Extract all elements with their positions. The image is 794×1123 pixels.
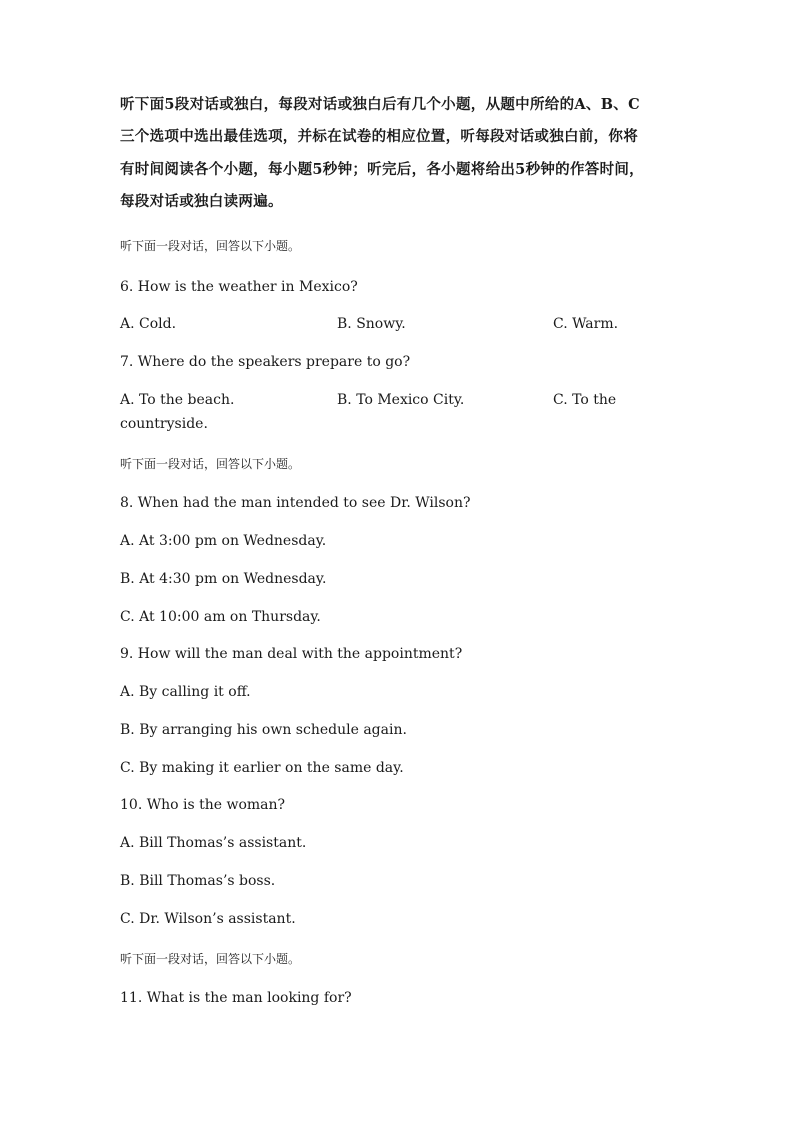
option-7a: A. To the beach. [120,392,235,408]
option-7c-continuation: countryside. [120,416,208,432]
section-heading: 听下面一段对话，回答以下小题。 [120,239,301,253]
option-8b: B. At 4:30 pm on Wednesday. [120,571,327,587]
question-9: 9. How will the man deal with the appointment? [120,646,463,662]
option-10b: B. Bill Thomas’s boss. [120,873,276,889]
question-10: 10. Who is the woman? [120,797,286,813]
option-6a: A. Cold. [120,316,177,332]
section-heading: 听下面一段对话，回答以下小题。 [120,457,301,471]
instruction-line: 三个选项中选出最佳选项，并标在试卷的相应位置，听每段对话或独白前，你将 [120,128,638,145]
question-7: 7. Where do the speakers prepare to go? [120,354,411,370]
instruction-line: 每段对话或独白读两遍。 [120,193,283,210]
question-11: 11. What is the man looking for? [120,990,352,1006]
option-8a: A. At 3:00 pm on Wednesday. [120,533,327,549]
section-heading: 听下面一段对话，回答以下小题。 [120,952,301,966]
option-10a: A. Bill Thomas’s assistant. [120,835,307,851]
option-9a: A. By calling it off. [120,684,251,700]
option-6c: C. Warm. [553,316,619,332]
instruction-line: 听下面5段对话或独白，每段对话或独白后有几个小题，从题中所给的A、B、C [120,96,640,113]
option-10c: C. Dr. Wilson’s assistant. [120,911,296,927]
option-6b: B. Snowy. [337,316,406,332]
option-8c: C. At 10:00 am on Thursday. [120,609,321,625]
option-7c: C. To the [553,392,617,408]
option-7b: B. To Mexico City. [337,392,465,408]
question-8: 8. When had the man intended to see Dr. Wilson? [120,495,471,511]
option-9b: B. By arranging his own schedule again. [120,722,407,738]
instruction-line: 有时间阅读各个小题，每小题5秒钟；听完后，各小题将给出5秒钟的作答时间， [120,161,644,178]
question-6: 6. How is the weather in Mexico? [120,279,358,295]
option-9c: C. By making it earlier on the same day. [120,760,404,776]
